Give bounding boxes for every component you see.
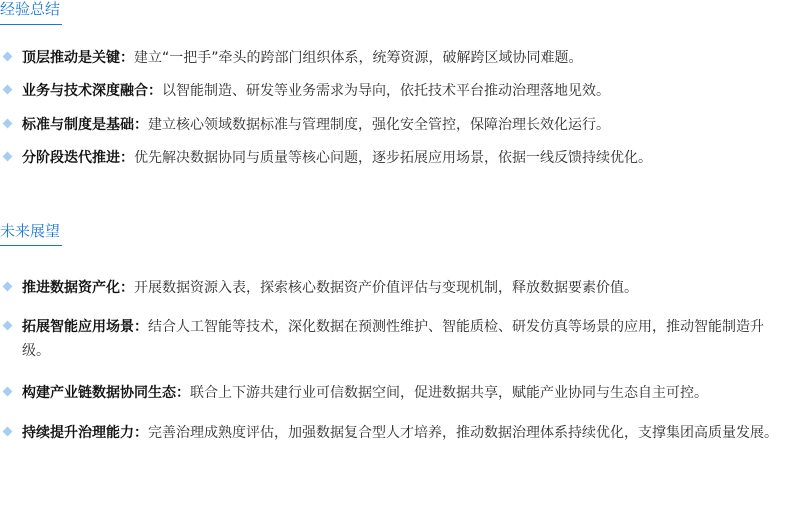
item-text: 联合上下游共建行业可信数据空间，促进数据共享，赋能产业协同与生态自主可控。 [190, 385, 708, 401]
outlook-title: 未来展望 [0, 222, 61, 240]
diamond-bullet-icon [3, 427, 13, 437]
item-text: 优先解决数据协同与质量等核心问题，逐步拓展应用场景，依据一线反馈持续优化。 [134, 150, 652, 166]
summary-title: 经验总结 [0, 0, 61, 18]
diamond-bullet-icon [3, 119, 13, 129]
diamond-bullet-icon [3, 282, 13, 292]
diamond-bullet-icon [3, 321, 13, 331]
item-text: 开展数据资源入表，探索核心数据资产价值评估与变现机制，释放数据要素价值。 [134, 280, 638, 296]
item-text: 结合人工智能等技术，深化数据在预测性维护、智能质检、研发仿真等场景的应用，推动智能制造升级。 [22, 319, 764, 359]
summary-title-underline [0, 24, 62, 25]
diamond-bullet-icon [3, 152, 13, 162]
item-label: 顶层推动是关键： [22, 50, 134, 66]
item-text: 建立核心领域数据标准与管理制度，强化安全管控，保障治理长效化运行。 [148, 117, 610, 133]
item-text: 以智能制造、研发等业务需求为导向，依托技术平台推动治理落地见效。 [162, 83, 610, 99]
item-text: 建立“一把手”牵头的跨部门组织体系，统筹资源，破解跨区域协同难题。 [134, 50, 583, 66]
diamond-bullet-icon [3, 387, 13, 397]
diamond-bullet-icon [3, 52, 13, 62]
outlook-title-underline [0, 245, 62, 246]
item-label: 构建产业链数据协同生态： [22, 385, 190, 401]
item-label: 持续提升治理能力： [22, 425, 148, 441]
item-label: 业务与技术深度融合： [22, 83, 162, 99]
item-label: 分阶段迭代推进： [22, 150, 134, 166]
item-label: 拓展智能应用场景： [22, 319, 148, 335]
diamond-bullet-icon [3, 85, 13, 95]
item-text: 完善治理成熟度评估，加强数据复合型人才培养，推动数据治理体系持续优化，支撑集团高质量发展。 [148, 425, 778, 441]
item-label: 推进数据资产化： [22, 280, 134, 296]
item-label: 标准与制度是基础： [22, 117, 148, 133]
